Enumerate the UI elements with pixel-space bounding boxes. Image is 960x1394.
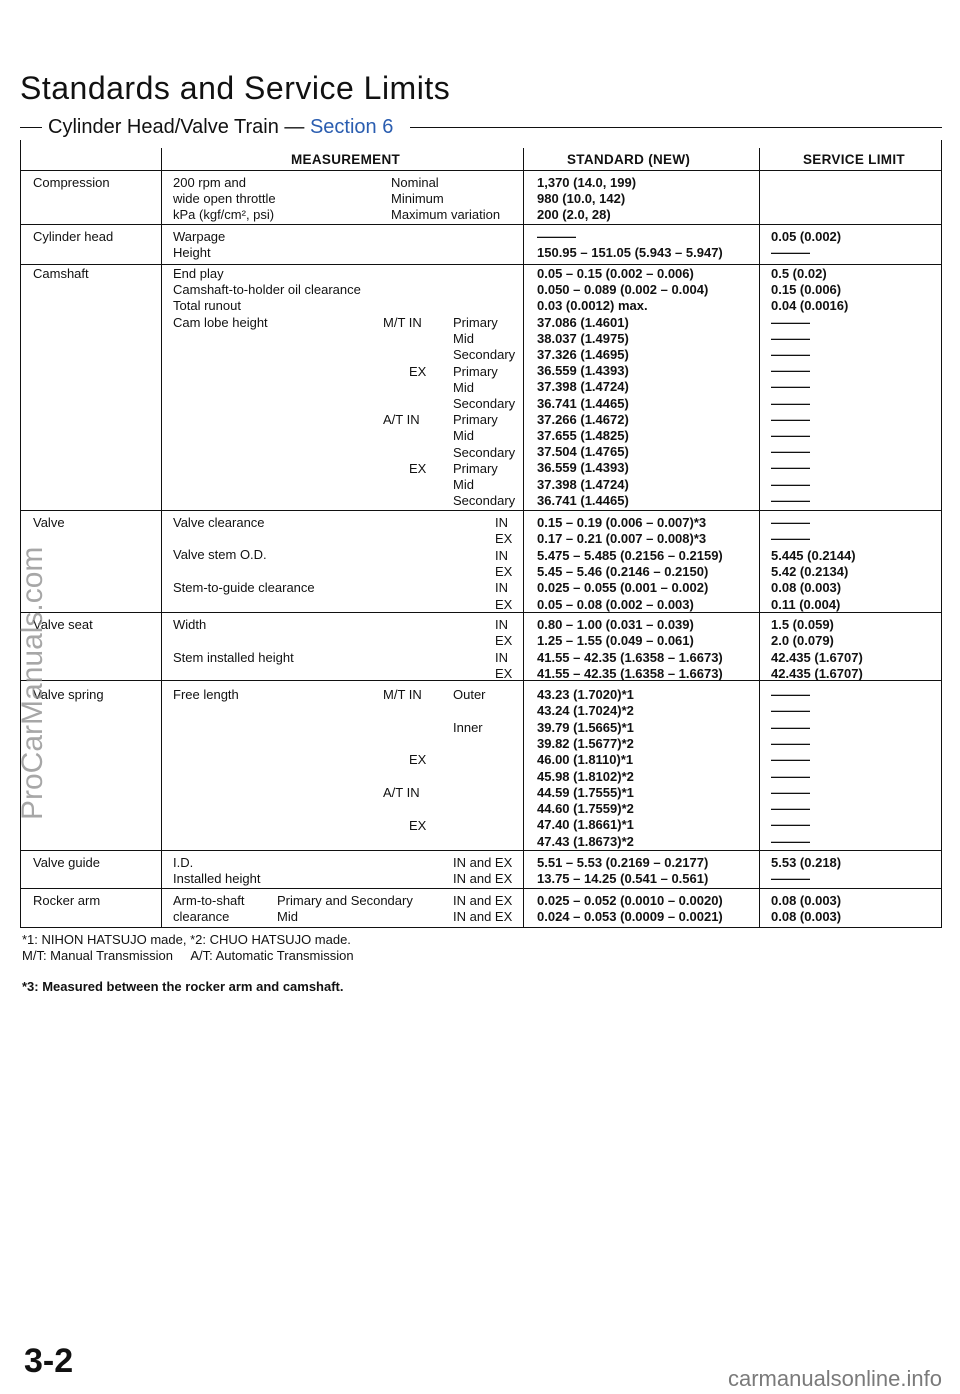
site-watermark: carmanualsonline.info	[727, 1366, 942, 1391]
standard-value: 46.00 (1.8110)*1	[537, 752, 634, 768]
measurement-subitem: Primary and Secondary	[277, 893, 413, 908]
limit-value: ———	[771, 817, 810, 833]
standard-value: 37.655 (1.4825)	[537, 428, 629, 443]
standard-value: 0.80 – 1.00 (0.031 – 0.039)	[537, 617, 694, 632]
valve-side: IN and EX	[453, 871, 513, 886]
standard-value: 5.51 – 5.53 (0.2169 – 0.2177)	[537, 855, 709, 870]
standard-value: 0.050 – 0.089 (0.002 – 0.004)	[537, 282, 709, 298]
section-subtitle	[48, 116, 393, 139]
valve-side: IN and EX	[453, 855, 513, 870]
measurement-condition: Nominal	[391, 175, 439, 190]
cam-lobe: Mid	[453, 477, 474, 492]
standard-value: 0.05 – 0.08 (0.002 – 0.003)	[537, 596, 694, 612]
measurement-item: Valve stem O.D.	[173, 547, 267, 562]
limit-value: 0.15 (0.006)	[771, 282, 842, 298]
standard-value: 43.24 (1.7024)*2	[537, 703, 634, 719]
measurement-item: Stem installed height	[173, 650, 294, 665]
spec-table	[20, 140, 942, 928]
row-label-compression: Compression	[33, 175, 110, 190]
limit-value: ———	[771, 411, 810, 427]
valve-side: IN and EX	[453, 909, 513, 924]
standard-value: 5.45 – 5.46 (0.2146 – 0.2150)	[537, 563, 709, 579]
standard-value: 39.82 (1.5677)*2	[537, 735, 634, 751]
transmission-type: M/T IN	[383, 315, 422, 330]
standard-value: 43.23 (1.7020)*1	[537, 687, 634, 702]
standard-value: 47.40 (1.8661)*1	[537, 817, 634, 833]
spring-type: Outer	[453, 687, 486, 702]
measurement-subitem: Mid	[277, 909, 298, 924]
limit-value: ———	[771, 330, 810, 346]
subtitle-text: Cylinder Head/Valve Train —	[48, 116, 310, 138]
valve-side: IN	[495, 617, 508, 632]
standard-value: 39.79 (1.5665)*1	[537, 719, 634, 735]
valve-side: IN	[495, 649, 508, 665]
limit-value: ———	[771, 428, 810, 443]
measurement-item: Free length	[173, 687, 239, 702]
limit-value: ———	[771, 245, 810, 260]
standard-value: 37.266 (1.4672)	[537, 411, 629, 427]
footnote-abbreviations: M/T: Manual Transmission A/T: Automatic Transmission	[22, 948, 354, 963]
cam-lobe: Secondary	[453, 444, 516, 460]
row-label-camshaft: Camshaft	[33, 266, 89, 281]
limit-value: ———	[771, 752, 810, 768]
limit-value: 0.04 (0.0016)	[771, 298, 849, 314]
measurement-item: Total runout	[173, 298, 241, 313]
row-label-valve-seat: Valve seat	[33, 617, 93, 632]
measurement-item: Valve clearance	[173, 515, 265, 530]
header-standard: STANDARD (NEW)	[567, 152, 691, 167]
cam-lobe: Secondary	[453, 493, 516, 509]
standard-value: 0.15 – 0.19 (0.006 – 0.007)*3	[537, 515, 707, 530]
row-label-valve: Valve	[33, 515, 65, 530]
row-label-valve-spring: Valve spring	[33, 687, 104, 702]
measurement-item: End play	[173, 266, 224, 281]
limit-value: ———	[771, 768, 810, 784]
limit-value: ———	[771, 460, 810, 476]
row-label-valve-guide: Valve guide	[33, 855, 100, 870]
limit-value: ———	[771, 871, 810, 886]
standard-value: 36.741 (1.4465)	[537, 395, 629, 411]
cam-lobe: Mid	[453, 331, 474, 347]
header-service-limit: SERVICE LIMIT	[803, 152, 905, 167]
standard-value: 37.326 (1.4695)	[537, 347, 629, 362]
header-measurement: MEASUREMENT	[291, 152, 401, 167]
transmission-type: M/T IN	[383, 687, 422, 702]
limit-value: ———	[771, 833, 810, 849]
limit-value: ———	[771, 492, 810, 508]
row-divider	[21, 888, 941, 889]
row-divider	[21, 850, 941, 851]
limit-value: ———	[771, 379, 810, 395]
standard-value: 36.741 (1.4465)	[537, 492, 629, 508]
standard-value: 0.03 (0.0012) max.	[537, 298, 648, 314]
limit-value: ———	[771, 735, 810, 751]
valve-side: IN	[495, 547, 508, 563]
standard-value: 37.398 (1.4724)	[537, 379, 629, 395]
valve-side: IN and EX	[453, 893, 513, 908]
cam-lobe: Primary	[453, 315, 498, 330]
standard-value: 37.398 (1.4724)	[537, 476, 629, 492]
measurement-condition: Maximum variation	[391, 207, 501, 222]
transmission-type: A/T IN	[383, 785, 420, 800]
page-number: 3-2	[24, 1342, 74, 1380]
measurement-item: wide open throttle	[173, 191, 276, 206]
limit-value: ———	[771, 363, 810, 379]
standard-value: 13.75 – 14.25 (0.541 – 0.561)	[537, 871, 709, 886]
cam-lobe: Mid	[453, 428, 474, 444]
cam-lobe: Primary	[453, 363, 498, 379]
standard-value: 41.55 – 42.35 (1.6358 – 1.6673)	[537, 665, 723, 681]
valve-side: EX	[495, 531, 513, 547]
limit-value: ———	[771, 531, 810, 547]
standard-value: 37.086 (1.4601)	[537, 314, 629, 330]
watermark: ProCarManuals.com	[16, 546, 49, 820]
cam-lobe: Primary	[453, 412, 498, 428]
measurement-item: clearance	[173, 909, 230, 924]
standard-value: ———	[537, 229, 576, 244]
valve-side: IN	[495, 515, 508, 530]
row-divider	[21, 224, 941, 225]
footnote-manufacturers: *1: NIHON HATSUJO made, *2: CHUO HATSUJO made.	[22, 932, 351, 947]
limit-value: ———	[771, 395, 810, 411]
limit-value: 42.435 (1.6707)	[771, 665, 863, 681]
measurement-item: Width	[173, 617, 207, 632]
standard-value: 38.037 (1.4975)	[537, 330, 629, 346]
transmission-type: A/T IN	[383, 412, 420, 427]
limit-value: 0.11 (0.004)	[771, 596, 841, 612]
standard-value: 45.98 (1.8102)*2	[537, 768, 634, 784]
section-link[interactable]: Section 6	[309, 116, 394, 138]
limit-value: 0.08 (0.003)	[771, 893, 842, 908]
standard-value: 41.55 – 42.35 (1.6358 – 1.6673)	[537, 649, 723, 665]
standard-value: 37.504 (1.4765)	[537, 444, 629, 460]
transmission-type: EX	[409, 752, 427, 767]
standard-value: 0.05 – 0.15 (0.002 – 0.006)	[537, 266, 694, 281]
measurement-item: 200 rpm and	[173, 175, 246, 190]
transmission-type: EX	[409, 461, 427, 476]
standard-value: 0.024 – 0.053 (0.0009 – 0.0021)	[537, 909, 723, 924]
page-title: Standards and Service Limits	[20, 70, 451, 106]
limit-value: 0.05 (0.002)	[771, 229, 842, 244]
valve-side: EX	[495, 563, 513, 579]
standard-value: 44.60 (1.7559)*2	[537, 801, 634, 817]
row-label-cylinder-head: Cylinder head	[33, 229, 114, 244]
measurement-item: kPa (kgf/cm², psi)	[173, 207, 275, 222]
cam-lobe: Primary	[453, 460, 498, 476]
limit-value: ———	[771, 515, 810, 530]
limit-value: 5.53 (0.218)	[771, 855, 842, 870]
standard-value: 36.559 (1.4393)	[537, 363, 629, 379]
cam-lobe: Mid	[453, 379, 474, 395]
heading-rule-left	[20, 127, 42, 128]
standard-value: 36.559 (1.4393)	[537, 460, 629, 476]
measurement-item: Stem-to-guide clearance	[173, 580, 315, 595]
standard-value: 200 (2.0, 28)	[537, 207, 611, 222]
measurement-condition: Minimum	[391, 191, 444, 206]
row-divider	[21, 170, 941, 171]
row-divider	[21, 510, 941, 511]
heading-rule-right	[410, 127, 942, 128]
standard-value: 980 (10.0, 142)	[537, 191, 626, 206]
limit-value: ———	[771, 476, 810, 492]
measurement-item: Height	[173, 245, 211, 260]
limit-value: 42.435 (1.6707)	[771, 649, 863, 665]
limit-value: 0.08 (0.003)	[771, 580, 842, 596]
valve-side: EX	[495, 665, 513, 681]
limit-value: ———	[771, 703, 810, 719]
standard-value: 1.25 – 1.55 (0.049 – 0.061)	[537, 633, 694, 649]
measurement-item: Warpage	[173, 229, 226, 244]
standard-value: 44.59 (1.7555)*1	[537, 784, 634, 800]
footnotes	[22, 932, 354, 995]
limit-value: ———	[771, 801, 810, 817]
valve-side: EX	[495, 633, 513, 649]
limit-value: ———	[771, 719, 810, 735]
limit-value: ———	[771, 347, 810, 362]
cam-lobe: Secondary	[453, 347, 516, 363]
standard-value: 0.025 – 0.055 (0.001 – 0.002)	[537, 580, 709, 596]
row-divider	[21, 264, 941, 265]
limit-value: 2.0 (0.079)	[771, 633, 834, 649]
transmission-type: EX	[409, 818, 427, 833]
standard-value: 0.17 – 0.21 (0.007 – 0.008)*3	[537, 531, 707, 547]
valve-side: EX	[495, 596, 513, 612]
limit-value: 1.5 (0.059)	[771, 617, 834, 632]
row-label-rocker-arm: Rocker arm	[33, 893, 101, 908]
limit-value: ———	[771, 784, 810, 800]
section-heading	[20, 116, 942, 140]
measurement-item: Installed height	[173, 871, 261, 886]
limit-value: 5.445 (0.2144)	[771, 547, 856, 563]
footnote-measurement: *3: Measured between the rocker arm and camshaft.	[22, 979, 344, 994]
measurement-item: Arm-to-shaft	[173, 893, 245, 908]
measurement-item: Cam lobe height	[173, 315, 268, 330]
limit-value: ———	[771, 687, 810, 702]
limit-value: 5.42 (0.2134)	[771, 563, 849, 579]
measurement-item: Camshaft-to-holder oil clearance	[173, 282, 361, 297]
standard-value: 47.43 (1.8673)*2	[537, 833, 634, 849]
valve-side: IN	[495, 580, 508, 596]
limit-value: ———	[771, 444, 810, 460]
standard-value: 5.475 – 5.485 (0.2156 – 0.2159)	[537, 547, 723, 563]
standard-value: 0.025 – 0.052 (0.0010 – 0.0020)	[537, 893, 723, 908]
standard-value: 1,370 (14.0, 199)	[537, 175, 637, 190]
measurement-item: I.D.	[173, 855, 194, 870]
spring-type: Inner	[453, 720, 483, 735]
cam-lobe: Secondary	[453, 396, 516, 411]
transmission-type: EX	[409, 364, 427, 379]
limit-value: 0.08 (0.003)	[771, 909, 842, 924]
standard-value: 150.95 – 151.05 (5.943 – 5.947)	[537, 245, 723, 260]
limit-value: 0.5 (0.02)	[771, 266, 827, 281]
limit-value: ———	[771, 314, 810, 330]
